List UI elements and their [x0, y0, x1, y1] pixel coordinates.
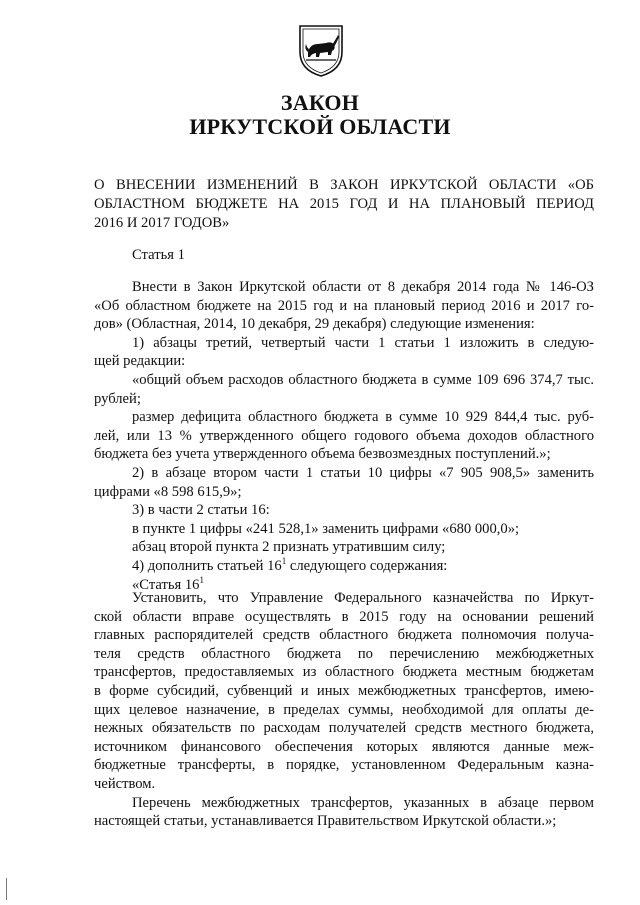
- paragraph-line: Внести в Закон Иркутской области от 8 декабря 2014 года № 146-ОЗ: [132, 279, 594, 295]
- paragraph-line: дов» (Областная, 2014, 10 декабря, 29 декабря) следующие изменения:: [94, 316, 535, 333]
- scan-margin-mark: [6, 878, 7, 900]
- paragraph-line: 3) в части 2 статьи 16:: [132, 502, 270, 519]
- paragraph-line: ской области вправе осуществлять в 2015 году на основании решений: [94, 608, 594, 625]
- paragraph-line: бюджетные трансферты, в порядке, установленном Федеральным казна-: [94, 757, 594, 774]
- law-heading: [94, 176, 594, 233]
- paragraph-line: главных распорядителей средств областного бюджета полномочия получа-: [94, 627, 594, 644]
- paragraph-line: бюджета без учета утвержденного объема безвозмездных поступлений.»;: [94, 446, 551, 463]
- superscript: 1: [199, 574, 204, 585]
- paragraph-line: источником финансового обеспечения которых являются данные меж-: [94, 738, 594, 755]
- paragraph-text: 4) дополнить статьей 16: [132, 557, 282, 574]
- paragraph-line: 1) абзацы третий, четвертый части 1 статьи 1 изложить в следую-: [132, 334, 594, 351]
- article-16-1-body: [94, 589, 594, 831]
- law-title: ЗАКОН: [280, 90, 360, 115]
- paragraph-line: 2) в абзаце втором части 1 статьи 10 цифры «7 905 908,5» заменить: [132, 464, 594, 481]
- paragraph-line: лей, или 13 % утвержденного общего годового объема доходов областного: [94, 427, 594, 444]
- paragraph-line: [94, 557, 594, 576]
- heading-line: ОБЛАСТНОМ БЮДЖЕТЕ НА 2015 ГОД И НА ПЛАНОВЫЙ ПЕРИОД: [94, 196, 594, 212]
- paragraph-line: в пункте 1 цифры «241 528,1» заменить цифрами «680 000,0»;: [132, 520, 520, 537]
- paragraph-line: теля средств областного бюджета по перечислению межбюджетных: [94, 645, 594, 662]
- coat-of-arms-icon: [298, 22, 344, 78]
- law-region-title: ИРКУТСКОЙ ОБЛАСТИ: [189, 114, 451, 139]
- paragraph-line: щей редакции:: [94, 353, 186, 370]
- heading-line: 2016 И 2017 ГОДОВ»: [94, 215, 230, 231]
- paragraph-line: рублей;: [94, 390, 141, 407]
- article-1-body: [94, 278, 594, 594]
- paragraph-line: настоящей статьи, устанавливается Правительством Иркутской области.»;: [94, 813, 557, 830]
- heading-line: О ВНЕСЕНИИ ИЗМЕНЕНИЙ В ЗАКОН ИРКУТСКОЙ ОБЛАСТИ «ОБ: [94, 177, 594, 193]
- paragraph-line: нежных обязательств по расходам получателей средств местного бюджета,: [94, 720, 594, 737]
- article-1-label: Статья 1: [132, 247, 185, 263]
- paragraph-line: щих целевое назначение, в пределах суммы, необходимой для оплаты де-: [94, 701, 594, 718]
- paragraph-line: Установить, что Управление Федерального казначейства по Иркут-: [132, 590, 594, 606]
- paragraph-line: трансфертов, предоставляемых из областного бюджета местным бюджетам: [94, 664, 594, 681]
- paragraph-line: размер дефицита областного бюджета в сумме 10 929 844,4 тыс. руб-: [132, 409, 594, 426]
- paragraph-line: абзац второй пункта 2 признать утратившим силу;: [132, 539, 446, 556]
- paragraph-line: в форме субсидий, субвенций и иных межбюджетных трансфертов, имею-: [94, 682, 594, 699]
- paragraph-line: «Об областном бюджете на 2015 год и на плановый период 2016 и 2017 го-: [94, 297, 594, 314]
- superscript: 1: [281, 556, 287, 567]
- paragraph-text: «Статья 16: [132, 576, 200, 593]
- paragraph-text: следующего содержания:: [286, 557, 448, 574]
- paragraph-line: чейством.: [94, 775, 156, 792]
- paragraph-line: цифрами «8 598 615,9»;: [94, 483, 242, 500]
- paragraph-line: «общий объем расходов областного бюджета в сумме 109 696 374,7 тыс.: [132, 371, 594, 388]
- paragraph-line: Перечень межбюджетных трансфертов, указанных в абзаце первом: [132, 794, 594, 811]
